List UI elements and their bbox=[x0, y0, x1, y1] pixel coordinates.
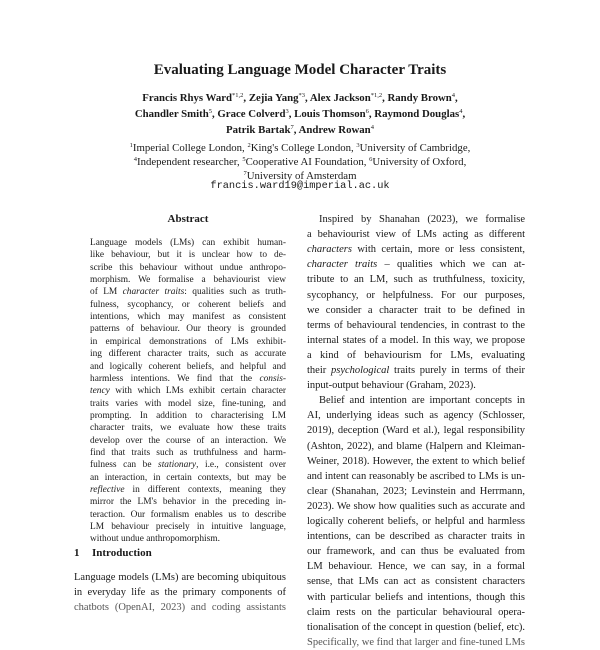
abstract-line bbox=[90, 385, 286, 397]
body-line bbox=[307, 620, 525, 635]
abstract-line bbox=[90, 472, 286, 484]
line-text: chatbots (OpenAI, 2023) and coding assistants bbox=[74, 602, 286, 613]
abstract-line bbox=[90, 496, 286, 508]
line-text: claim rests on the particular behavioural opera- bbox=[307, 606, 525, 618]
line-text: fulness can be bbox=[90, 460, 159, 471]
affiliation-name: University of Cambridge, bbox=[359, 142, 471, 154]
affiliation-name: Imperial College London, bbox=[132, 142, 248, 154]
line-text: and logically coherent beliefs, and helpful and bbox=[90, 361, 286, 372]
body-line bbox=[307, 635, 525, 650]
body-line bbox=[307, 242, 525, 257]
line-text: like behaviour, but it is unclear how to de- bbox=[90, 250, 286, 261]
author-affil-mark: 4 bbox=[459, 108, 463, 115]
author-name: Francis Rhys Ward bbox=[142, 92, 233, 104]
line-text: develop over the course of an interaction. We bbox=[90, 435, 286, 446]
body-line bbox=[307, 212, 525, 227]
body-line bbox=[307, 227, 525, 242]
line-text: Specifically, we find that larger and fine-tuned LMs bbox=[307, 636, 525, 648]
abstract-line bbox=[90, 398, 286, 410]
author-email: francis.ward19@imperial.ac.uk bbox=[210, 180, 390, 192]
affiliation-name: University of Amsterdam bbox=[246, 170, 357, 182]
abstract-line bbox=[90, 410, 286, 422]
author-name: Randy Brown bbox=[387, 92, 452, 104]
body-line bbox=[307, 454, 525, 469]
line-text: their bbox=[307, 365, 331, 376]
line-text: : qualities such as truth- bbox=[184, 287, 286, 298]
emphasis-text: character traits bbox=[122, 287, 185, 298]
introduction-line bbox=[74, 585, 286, 600]
author-line-2: Chandler Smith$^5$, Grace Colverd$^3$, Louis Thomson$^6$, Raymond Douglas$^4$, bbox=[134, 108, 466, 120]
line-text: Language models (LMs) can exhibit human- bbox=[90, 238, 286, 248]
author-name: Patrik Bartak bbox=[226, 124, 291, 136]
emphasis-text: character traits bbox=[307, 259, 378, 271]
abstract-line bbox=[90, 237, 286, 249]
emphasis-text: stationary bbox=[158, 460, 197, 471]
abstract-line bbox=[90, 521, 286, 533]
body-line bbox=[307, 499, 525, 514]
body-line bbox=[307, 257, 525, 272]
introduction-line bbox=[74, 570, 286, 585]
body-line bbox=[307, 484, 525, 499]
line-text: , i.e., consistent over bbox=[196, 460, 286, 471]
body-line bbox=[307, 288, 525, 303]
abstract-line bbox=[90, 373, 286, 385]
body-line bbox=[307, 423, 525, 438]
abstract-line bbox=[90, 509, 286, 521]
paper-title: Evaluating Language Model Character Traits bbox=[153, 62, 447, 78]
section-title: Introduction bbox=[92, 547, 152, 559]
line-text: 2019), deception (Ward et al.), legal responsibility bbox=[307, 425, 525, 437]
line-text: without undue anthropomorphism. bbox=[90, 534, 220, 545]
author-affil-mark: *1,2 bbox=[370, 92, 383, 99]
line-text: clear (Shanahan, 2023; Levinstein and Herrmann, bbox=[307, 485, 525, 497]
abstract-line bbox=[90, 311, 286, 323]
abstract-line bbox=[90, 447, 286, 459]
author-affil-mark: *1,2 bbox=[232, 92, 244, 99]
abstract-line bbox=[90, 422, 286, 434]
line-text: terms of behavioural tendencies, in contrast to the bbox=[307, 319, 525, 331]
affiliation-name: Independent researcher, bbox=[136, 156, 243, 168]
line-text: LM behaviour. Hence, we can say, in a formal bbox=[307, 561, 525, 573]
emphasis-text: psychological bbox=[330, 365, 390, 376]
line-text: Language models (LMs) are becoming ubiquitous bbox=[74, 572, 286, 583]
author-name: Andrew Rowan bbox=[298, 124, 371, 136]
line-text: a kind of behaviourism for LMs, evaluating bbox=[307, 349, 525, 361]
affil-mark: 5 bbox=[242, 156, 246, 163]
line-text: sense, that LMs can act as consistent characters bbox=[307, 576, 525, 588]
author-name: Chandler Smith bbox=[134, 108, 209, 120]
affil-mark: 3 bbox=[356, 142, 360, 149]
body-line bbox=[307, 590, 525, 605]
line-text: (Ashton, 2022), and blame (Halpern and Kleiman- bbox=[307, 440, 525, 452]
abstract-line bbox=[90, 286, 286, 298]
line-text: of LM bbox=[90, 287, 123, 298]
author-line-3: Patrik Bartak$^7$, Andrew Rowan$^4$ bbox=[226, 124, 374, 136]
line-text: mirror the LM's behavior in the preceding in- bbox=[90, 497, 286, 508]
line-text: in different contexts, meaning they bbox=[124, 485, 286, 495]
body-line bbox=[307, 303, 525, 318]
emphasis-text: consis- bbox=[259, 373, 286, 384]
emphasis-text: characters bbox=[307, 244, 352, 256]
line-text: teraction. Our formalism enables us to describe bbox=[90, 509, 286, 520]
author-affil-mark: 7 bbox=[290, 124, 294, 131]
abstract-line bbox=[90, 336, 286, 348]
body-line bbox=[307, 393, 525, 408]
line-text: 2023). We show how qualities such as accurate and bbox=[307, 500, 525, 512]
body-line bbox=[307, 272, 525, 287]
affiliation-name: University of Oxford, bbox=[372, 156, 467, 168]
line-text: sycophancy, or helpfulness. For our purposes, bbox=[307, 289, 525, 301]
introduction-line bbox=[74, 600, 286, 615]
abstract-line bbox=[90, 459, 286, 471]
body-line bbox=[307, 559, 525, 574]
body-line bbox=[307, 574, 525, 589]
author-name: Raymond Douglas bbox=[374, 108, 460, 120]
line-text: intentions, can be described as character traits in bbox=[307, 531, 525, 543]
line-text: and intent can reasonably be ascribed to LMs is un- bbox=[307, 470, 525, 482]
abstract-line bbox=[90, 274, 286, 286]
author-affil-mark: 4 bbox=[370, 124, 374, 131]
abstract-line bbox=[90, 435, 286, 447]
line-text: Inspired by Shanahan (2023), we formalise bbox=[319, 214, 525, 225]
affil-mark: 1 bbox=[129, 142, 133, 149]
line-text: Weiner, 2018). However, the extent to which belief bbox=[307, 455, 525, 467]
abstract-line bbox=[90, 361, 286, 373]
abstract-line bbox=[90, 299, 286, 311]
abstract-line bbox=[90, 262, 286, 274]
abstract-line bbox=[90, 484, 286, 496]
author-affil-mark: 5 bbox=[208, 108, 212, 115]
abstract-heading: Abstract bbox=[167, 213, 209, 225]
line-text: input-output behaviour (Graham, 2023). bbox=[307, 380, 476, 392]
author-name: Alex Jackson bbox=[309, 92, 371, 104]
emphasis-text: tency bbox=[90, 386, 110, 397]
author-affil-mark: *3 bbox=[298, 92, 305, 99]
affil-mark: 2 bbox=[247, 142, 251, 149]
affil-mark: 7 bbox=[243, 170, 247, 177]
body-line bbox=[307, 439, 525, 454]
author-name: Zejia Yang bbox=[248, 92, 299, 104]
line-text: patterns of behaviour. Our theory is grounded bbox=[90, 324, 286, 335]
author-name: Louis Thomson bbox=[294, 108, 366, 120]
line-text: traits varies with model size, fine-tuning, and bbox=[90, 398, 286, 409]
author-affil-mark: 6 bbox=[365, 108, 369, 115]
affiliation-name: Cooperative AI Foundation, bbox=[245, 156, 370, 168]
line-text: in empirical demonstrations of LMs exhibit- bbox=[90, 336, 286, 347]
section-number: 1 bbox=[74, 547, 80, 559]
body-line bbox=[307, 333, 525, 348]
line-text: ing different character traits, such as accurate bbox=[90, 349, 286, 360]
line-text: harmless intentions. We find that the bbox=[90, 373, 260, 384]
body-line bbox=[307, 363, 525, 378]
body-line bbox=[307, 529, 525, 544]
emphasis-text: reflective bbox=[90, 485, 125, 495]
body-line bbox=[307, 348, 525, 363]
body-line bbox=[307, 544, 525, 559]
section-heading-introduction bbox=[74, 547, 152, 559]
line-text: find that traits such as truthfulness and harm- bbox=[90, 447, 286, 458]
line-text: an interaction, in certain contexts, but may be bbox=[90, 472, 286, 483]
line-text: tribute to an LM, such as truthfulness, toxicity, bbox=[307, 274, 525, 286]
abstract-line bbox=[90, 323, 286, 335]
body-line bbox=[307, 605, 525, 620]
abstract-line bbox=[90, 249, 286, 261]
line-text: with certain, more or less consistent, bbox=[351, 244, 525, 256]
line-text: intentions, which may manifest as consistent bbox=[90, 312, 286, 323]
line-text: logically coherent beliefs, or helpful and harmless bbox=[307, 516, 525, 527]
line-text: with which LMs exhibit certain character bbox=[109, 386, 286, 397]
line-text: – qualities which we can at- bbox=[377, 259, 526, 271]
body-line bbox=[307, 378, 525, 393]
abstract-line bbox=[90, 348, 286, 360]
body-line bbox=[307, 514, 525, 529]
line-text: Belief and intention are important concepts in bbox=[319, 395, 525, 407]
line-text: LM behaviour precisely in intuitive language, bbox=[90, 522, 286, 533]
line-text: scribe this behaviour without undue anthropo- bbox=[90, 262, 286, 273]
body-line bbox=[307, 318, 525, 333]
line-text: AI, underlying ideas such as agency (Schlosser, bbox=[307, 410, 525, 422]
author-line-1: Francis Rhys Ward$^{*1,2}$, Zejia Yang$^{*3}$, Alex Jackson$^{*1,2}$, Randy Brown$^4$, bbox=[142, 92, 458, 104]
line-text: morphism. We formalise a behaviourist view bbox=[90, 275, 286, 286]
line-text: with particular beliefs and intentions, though this bbox=[307, 591, 525, 603]
line-text: traits purely in terms of their bbox=[389, 365, 525, 376]
line-text: internal states of a model. In this way, we propose bbox=[307, 334, 525, 346]
affiliation-name: King's College London, bbox=[250, 142, 357, 154]
author-affil-mark: 4 bbox=[451, 92, 456, 99]
affil-mark: 4 bbox=[133, 156, 137, 163]
author-affil-mark: 3 bbox=[285, 108, 289, 115]
abstract-line bbox=[90, 533, 286, 545]
line-text: prompting. In addition to characterising LM bbox=[90, 410, 286, 421]
line-text: a behaviourist view of LMs acting as different bbox=[307, 229, 525, 241]
body-line bbox=[307, 469, 525, 484]
author-name: Grace Colverd bbox=[217, 108, 286, 120]
body-line bbox=[307, 408, 525, 423]
line-text: we consider a character trait to be defined in bbox=[307, 304, 525, 316]
line-text: tionalisation of the concept in question (belief, etc). bbox=[307, 621, 525, 633]
line-text: in everyday life as the primary components of bbox=[74, 587, 286, 598]
line-text: fulness, sycophancy, or coherent beliefs and bbox=[90, 299, 286, 310]
line-text: character traits, we evaluate how these traits bbox=[90, 423, 286, 434]
affil-mark: 6 bbox=[369, 156, 373, 163]
line-text: our framework, and can thus be evaluated from bbox=[307, 546, 525, 558]
